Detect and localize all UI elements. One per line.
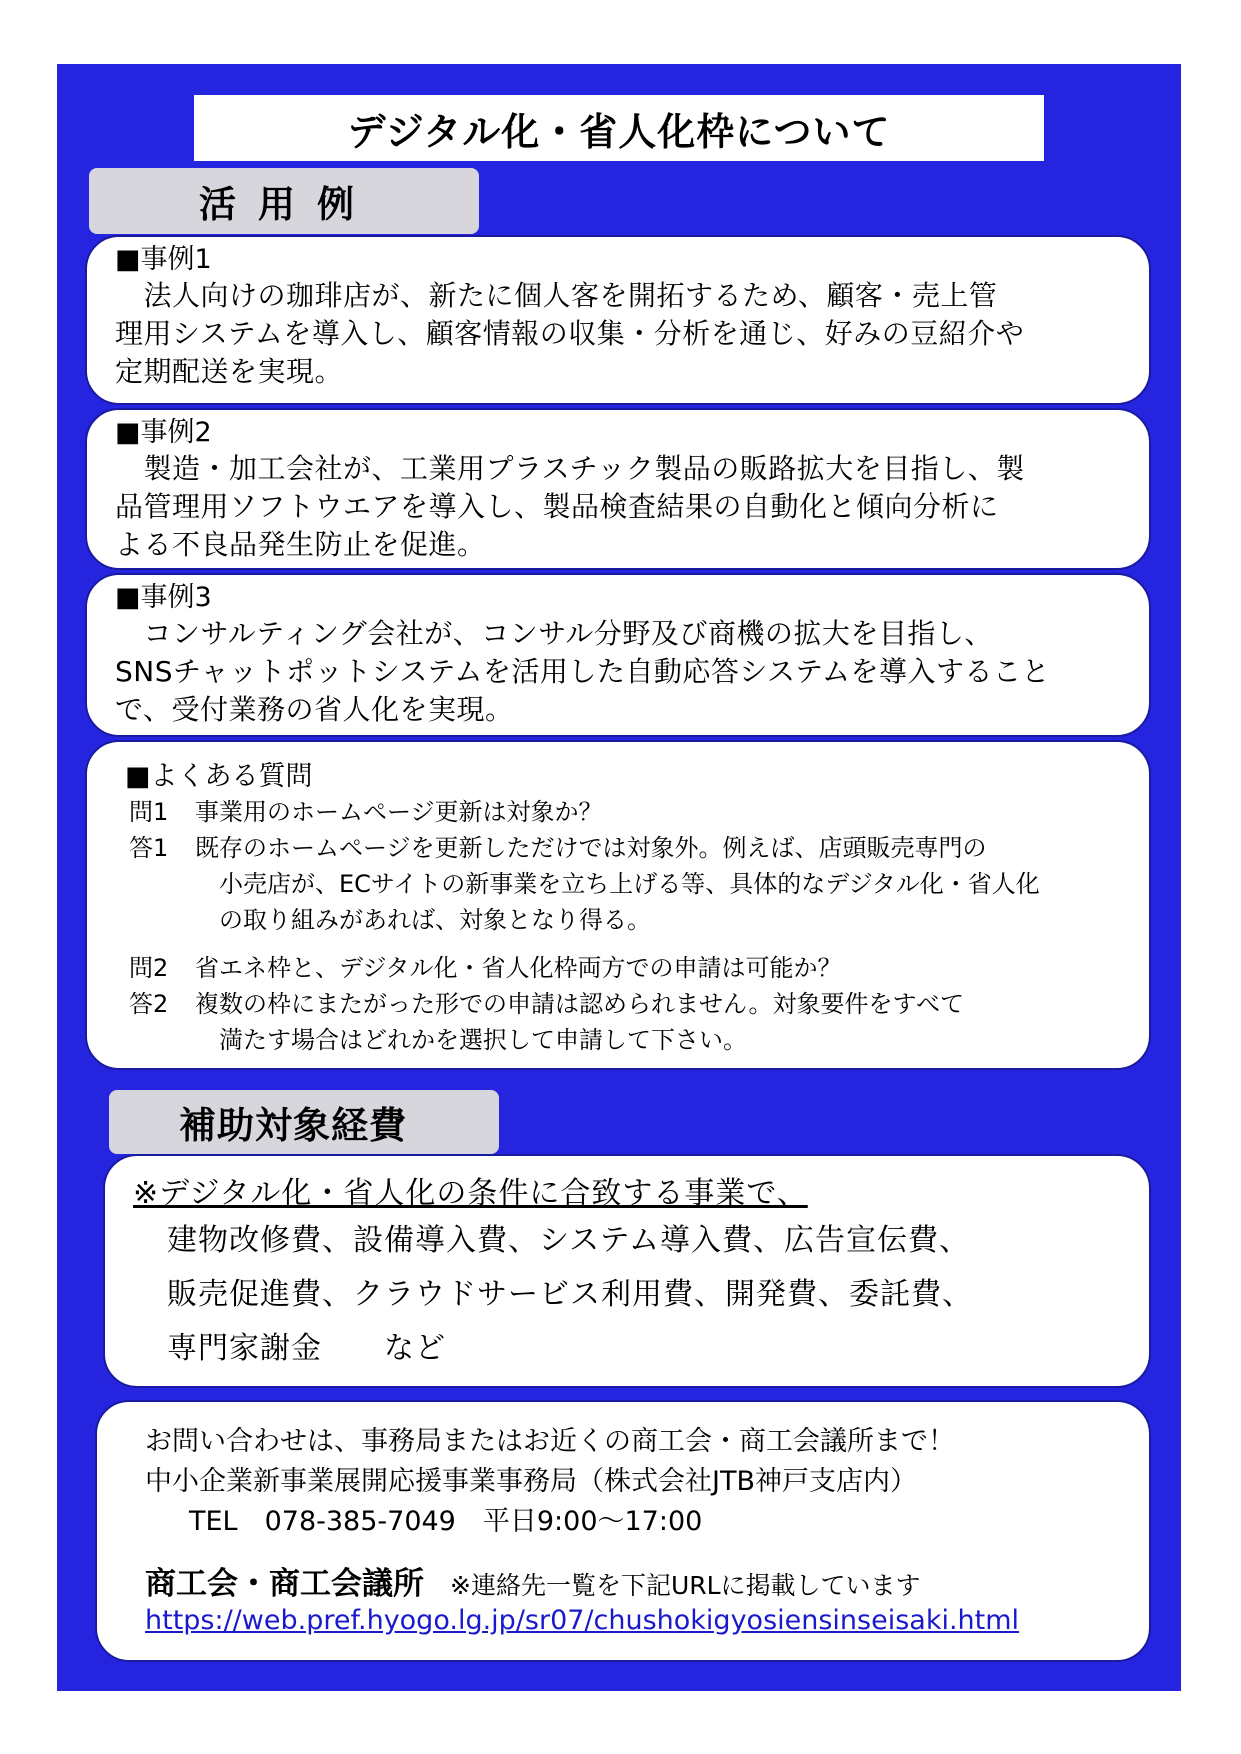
section-tab-hojo: 補助対象経費 (109, 1090, 499, 1154)
shokokai-heading: 商工会・商工会議所 (145, 1566, 424, 1602)
shokokai-note: ※連絡先一覧を下記URLに掲載しています (450, 1571, 921, 1600)
faq-text: 事業用のホームページ更新は対象か？ (195, 798, 603, 826)
contact-line: お問い合わせは、事務局またはお近くの商工会・商工会議所まで！ (145, 1426, 955, 1457)
faq-tag: 問2 (129, 954, 169, 982)
cost-line: 専門家謝金 など (167, 1331, 446, 1366)
contact-card (95, 1400, 1151, 1662)
shokokai-url-link[interactable]: https://web.pref.hyogo.lg.jp/sr07/chushokigyosiensinseisaki.html (145, 1605, 1020, 1636)
faq-text (195, 830, 1127, 938)
faq-answer-line: 小売店が、ECサイトの新事業を立ち上げる等、具体的なデジタル化・省人化 (219, 870, 1040, 898)
faq-tag: 問1 (129, 798, 169, 826)
case-line: コンサルティング会社が、コンサル分野及び商機の拡大を目指し、 (115, 617, 993, 650)
cost-card (103, 1154, 1151, 1388)
faq-answer-line: の取り組みがあれば、対象となり得る。 (219, 906, 651, 934)
cost-intro: ※デジタル化・省人化の条件に合致する事業で、 (133, 1176, 808, 1211)
case-line: よる不良品発生防止を促進。 (115, 528, 486, 561)
faq-question-2 (125, 950, 1127, 986)
case-label: ■事例1 (115, 244, 212, 275)
case-label: ■事例3 (115, 582, 212, 613)
contact-tel: TEL 078-385-7049 平日9:00～17:00 (189, 1506, 703, 1537)
faq-answer-line: 満たす場合はどれかを選択して申請して下さい。 (219, 1026, 747, 1054)
case-line: 品管理用ソフトウエアを導入し、製品検査結果の自動化と傾向分析に (115, 490, 999, 523)
faq-tag: 答1 (129, 834, 169, 862)
case-line: 製造・加工会社が、工業用プラスチック製品の販路拡大を目指し、製 (115, 452, 1025, 485)
page-title: デジタル化・省人化枠について (194, 95, 1044, 161)
faq-question-1 (125, 794, 1127, 830)
case-line: 定期配送を実現。 (115, 355, 344, 388)
case-card-3 (85, 573, 1151, 737)
case-line: 理用システムを導入し、顧客情報の収集・分析を通じ、好みの豆紹介や (115, 317, 1025, 350)
contact-office: 中小企業新事業展開応援事業事務局（株式会社JTB神戸支店内） (145, 1466, 917, 1497)
case-card-1 (85, 235, 1151, 405)
faq-answer-line: 既存のホームページを更新しただけでは対象外。例えば、店頭販売専門の (195, 834, 987, 862)
main-panel (57, 64, 1181, 1691)
section-tab-katsuyo: 活用例 (89, 168, 479, 234)
case-card-2 (85, 408, 1151, 570)
faq-text (195, 986, 1127, 1058)
faq-card (85, 740, 1151, 1070)
cost-line: 建物改修費、設備導入費、システム導入費、広告宣伝費、 (167, 1223, 970, 1258)
shokokai-row (145, 1558, 1125, 1603)
case-line: 法人向けの珈琲店が、新たに個人客を開拓するため、顧客・売上管 (115, 279, 998, 312)
spacer (125, 938, 1127, 950)
faq-answer-2 (125, 986, 1127, 1058)
faq-heading: ■よくある質問 (125, 761, 313, 792)
case-line: で、受付業務の省人化を実現。 (115, 693, 514, 726)
case-line: SNSチャットポットシステムを活用した自動応答システムを導入すること (115, 655, 1051, 688)
faq-answer-1 (125, 830, 1127, 938)
faq-tag: 答2 (129, 990, 169, 1018)
case-label: ■事例2 (115, 417, 212, 448)
faq-text: 省エネ枠と、デジタル化・省人化枠両方での申請は可能か？ (195, 954, 842, 982)
cost-line: 販売促進費、クラウドサービス利用費、開発費、委託費、 (167, 1277, 973, 1312)
faq-answer-line: 複数の枠にまたがった形での申請は認められません。対象要件をすべて (195, 990, 964, 1018)
